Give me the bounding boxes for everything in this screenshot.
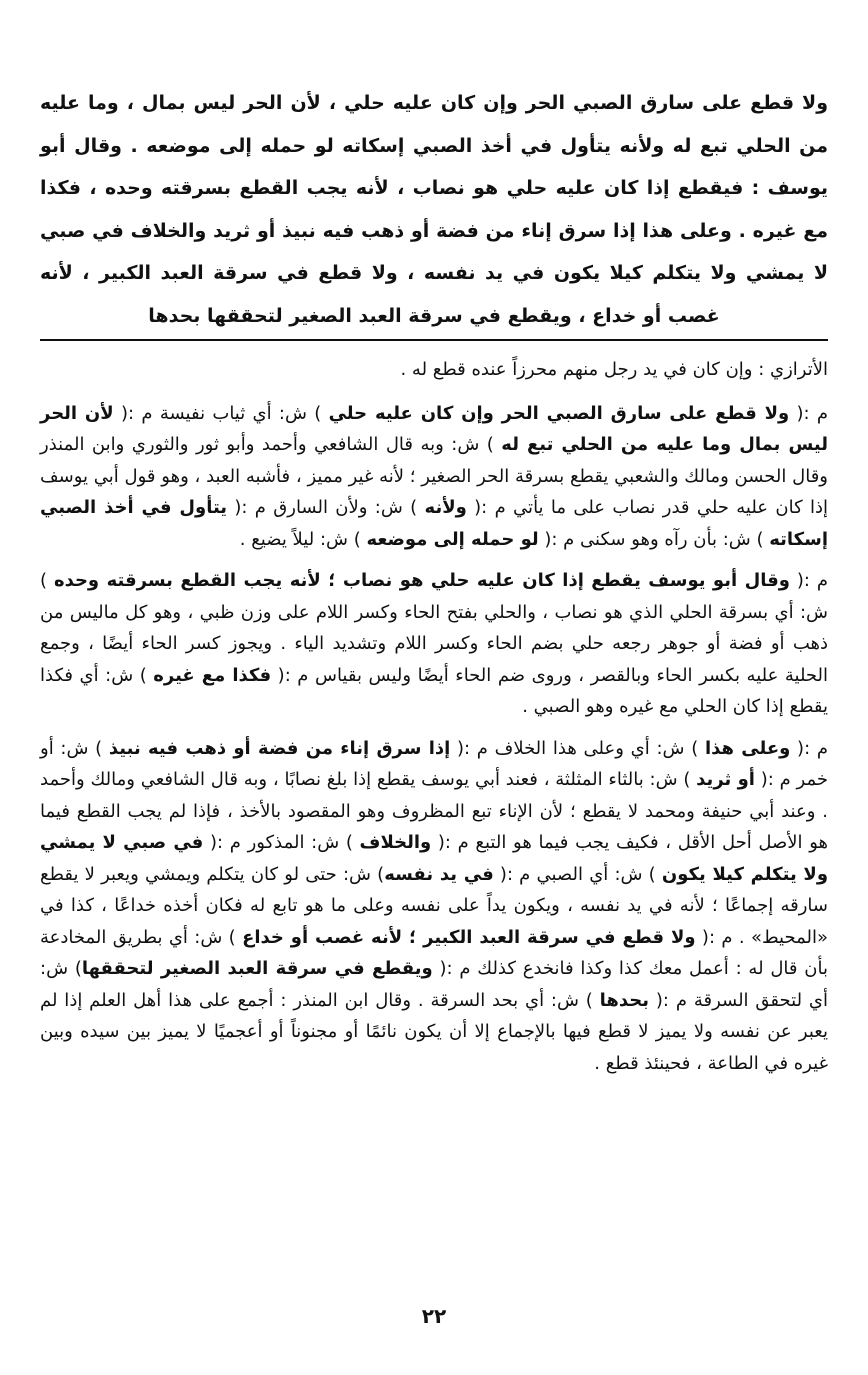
commentary-block: [40, 354, 828, 1079]
quoted-matn-text: ولأنه: [424, 497, 467, 518]
commentary-text: ) ش: أي بحد السرقة . وقال ابن المنذر : أجمع على هذا أهل العلم إذا لم يعبر عن نفسه ولا يميز لا قطع فيها بالإجماع إلا أن يكون نائمًا أو مجنوناً أو أعجميًا لا يميز بين سيده وبين غيره في الطاعة ، فحينئذ قطع .: [40, 989, 828, 1074]
commentary-text: ) ش: أي فكذا يقطع إذا كان الحلي مع غيره وهو الصبي .: [40, 664, 828, 717]
commentary-text: ) ش: أي ثياب نفيسة م :(: [113, 402, 329, 424]
commentary-intro: الأترازي : وإن كان في يد رجل منهم محرزاً عنده قطع له .: [400, 359, 828, 380]
commentary-text: ) ش: المذكور م :(: [203, 832, 360, 853]
quoted-matn-text: والخلاف: [359, 832, 432, 853]
quoted-matn-text: يتأول في أخذ الصبي إسكاته: [40, 497, 828, 550]
commentary-text: ) ش: بأن رآه وهو سكنى م :(: [538, 528, 770, 550]
commentary-text: م :(: [789, 570, 828, 591]
commentary-paragraph: [40, 398, 828, 556]
quoted-matn-text: وعلى هذا: [704, 737, 791, 759]
commentary-paragraph: [40, 733, 828, 1080]
quoted-matn-text: إذا سرق إناء من فضة أو ذهب فيه نبيذ: [108, 737, 451, 759]
commentary-text: ) ش: أو خمر م :(: [40, 737, 828, 790]
commentary-text: ) ش: حتى لو كان يتكلم ويمشي ويعبر لا يقطع سارقه إجماعًا ؛ لأنه في يد نفسه ، ويكون يداً على نفسه وعلى ما هو تابع له فكان أخذه خداعًا ، كذا في «المحيط» . م :(: [40, 863, 828, 948]
quoted-matn-text: لأن الحر ليس بمال وما عليه من الحلي تبع له: [40, 402, 828, 455]
quoted-matn-text: وقال أبو يوسف يقطع إذا كان عليه حلي هو نصاب ؛ لأنه يجب القطع بسرقته وحده: [53, 570, 790, 591]
quoted-matn-text: أو ثريد: [696, 769, 755, 790]
commentary-text: ) ش: أي لتحقق السرقة م :(: [40, 958, 828, 1011]
quoted-matn-text: في يد نفسه: [384, 863, 494, 885]
page-number: ٢٢: [421, 1304, 447, 1328]
commentary-text: ) ش: ليلاً يضيع .: [239, 528, 367, 550]
quoted-matn-text: في صبي لا يمشي ولا يتكلم كيلا يكون: [40, 832, 829, 885]
commentary-text: ) ش: ولأن السارق م :(: [227, 497, 425, 518]
commentary-text: ) ش: أي الصبي م :(: [493, 863, 662, 885]
commentary-text: ) ش: أي وعلى هذا الخلاف م :(: [450, 737, 705, 759]
quoted-matn-text: بحدها: [599, 989, 650, 1011]
quoted-matn-text: ولا قطع في سرقة العبد الكبير ؛ لأنه غصب أو خداع: [242, 926, 696, 948]
commentary-text: م :(: [789, 402, 829, 424]
quoted-matn-text: فكذا مع غيره: [153, 664, 272, 686]
commentary-text: ) ش: بالثاء المثلثة ، فعند أبي يوسف يقطع إذا بلغ نصابًا ، وبه قال الشافعي ومالك وأحمد . وعند أبي حنيفة ومحمد لا يقطع ؛ لأن الإناء تبع المظروف وهو المقصود بالأخذ ، فإذا لم يجب القطع فيما هو الأصل أحل الأقل ، فكيف يجب فيما هو التبع م :(: [40, 769, 829, 853]
quoted-matn-text: ولا قطع على سارق الصبي الحر وإن كان عليه حلي: [328, 402, 790, 424]
quoted-matn-text: ويقطع في سرقة العبد الصغير لتحققها: [81, 958, 433, 979]
commentary-text: ) ش: أي بسرقة الحلي الذي هو نصاب ، والحلي بفتح الحاء وكسر اللام على وزن ظبي ، وهو كل ماليس من ذهب أو فضة أو جوهر رجعه حلي بضم الحاء وكسر اللام وتشديد الياء . ويجوز كسر الحاء أيضًا ، وجمع الحلية عليه بكسر الحاء وبالقصر ، وروى ضم الحاء أيضًا وليس بقياس م :(: [40, 570, 829, 686]
quoted-matn-text: لو حمله إلى موضعه: [366, 528, 539, 550]
commentary-text: ) ش: أي بطريق المخادعة بأن قال له : أعمل معك كذا وكذا فانخدع كذلك م :(: [40, 926, 829, 979]
divider-rule: [40, 339, 828, 341]
commentary-paragraph: [40, 565, 828, 723]
main-text-block: ولا قطع على سارق الصبي الحر وإن كان عليه حلي ، لأن الحر ليس بمال ، وما عليه من الحلي تبع له ولأنه يتأول في أخذ الصبي إسكاته لو حمله إلى موضعه . وقال أبو يوسف : فيقطع إذا كان عليه حلي هو نصاب ، لأنه يجب القطع بسرقته وحده ، فكذا مع غيره . وعلى هذا إذا سرق إناء من فضة أو ذهب فيه نبيذ أو ثريد والخلاف في صبي لا يمشي ولا يتكلم كيلا يكون في يد نفسه ، ولا قطع في سرقة العبد الكبير ، لأنه غصب أو خداع ، ويقطع في سرقة العبد الصغير لتحققها بحدها: [40, 92, 828, 327]
commentary-text: ) ش: وبه قال الشافعي وأحمد وأبو ثور والثوري وابن المنذر وقال الحسن ومالك والشعبي يقطع بسرقة الحر الصغير ؛ لأنه غير مميز ، فأشبه العبد ، وهو قول أبي يوسف إذا كان عليه حلي قدر نصاب على ما يأتي م :(: [40, 434, 828, 518]
commentary-text: م :(: [790, 737, 828, 759]
